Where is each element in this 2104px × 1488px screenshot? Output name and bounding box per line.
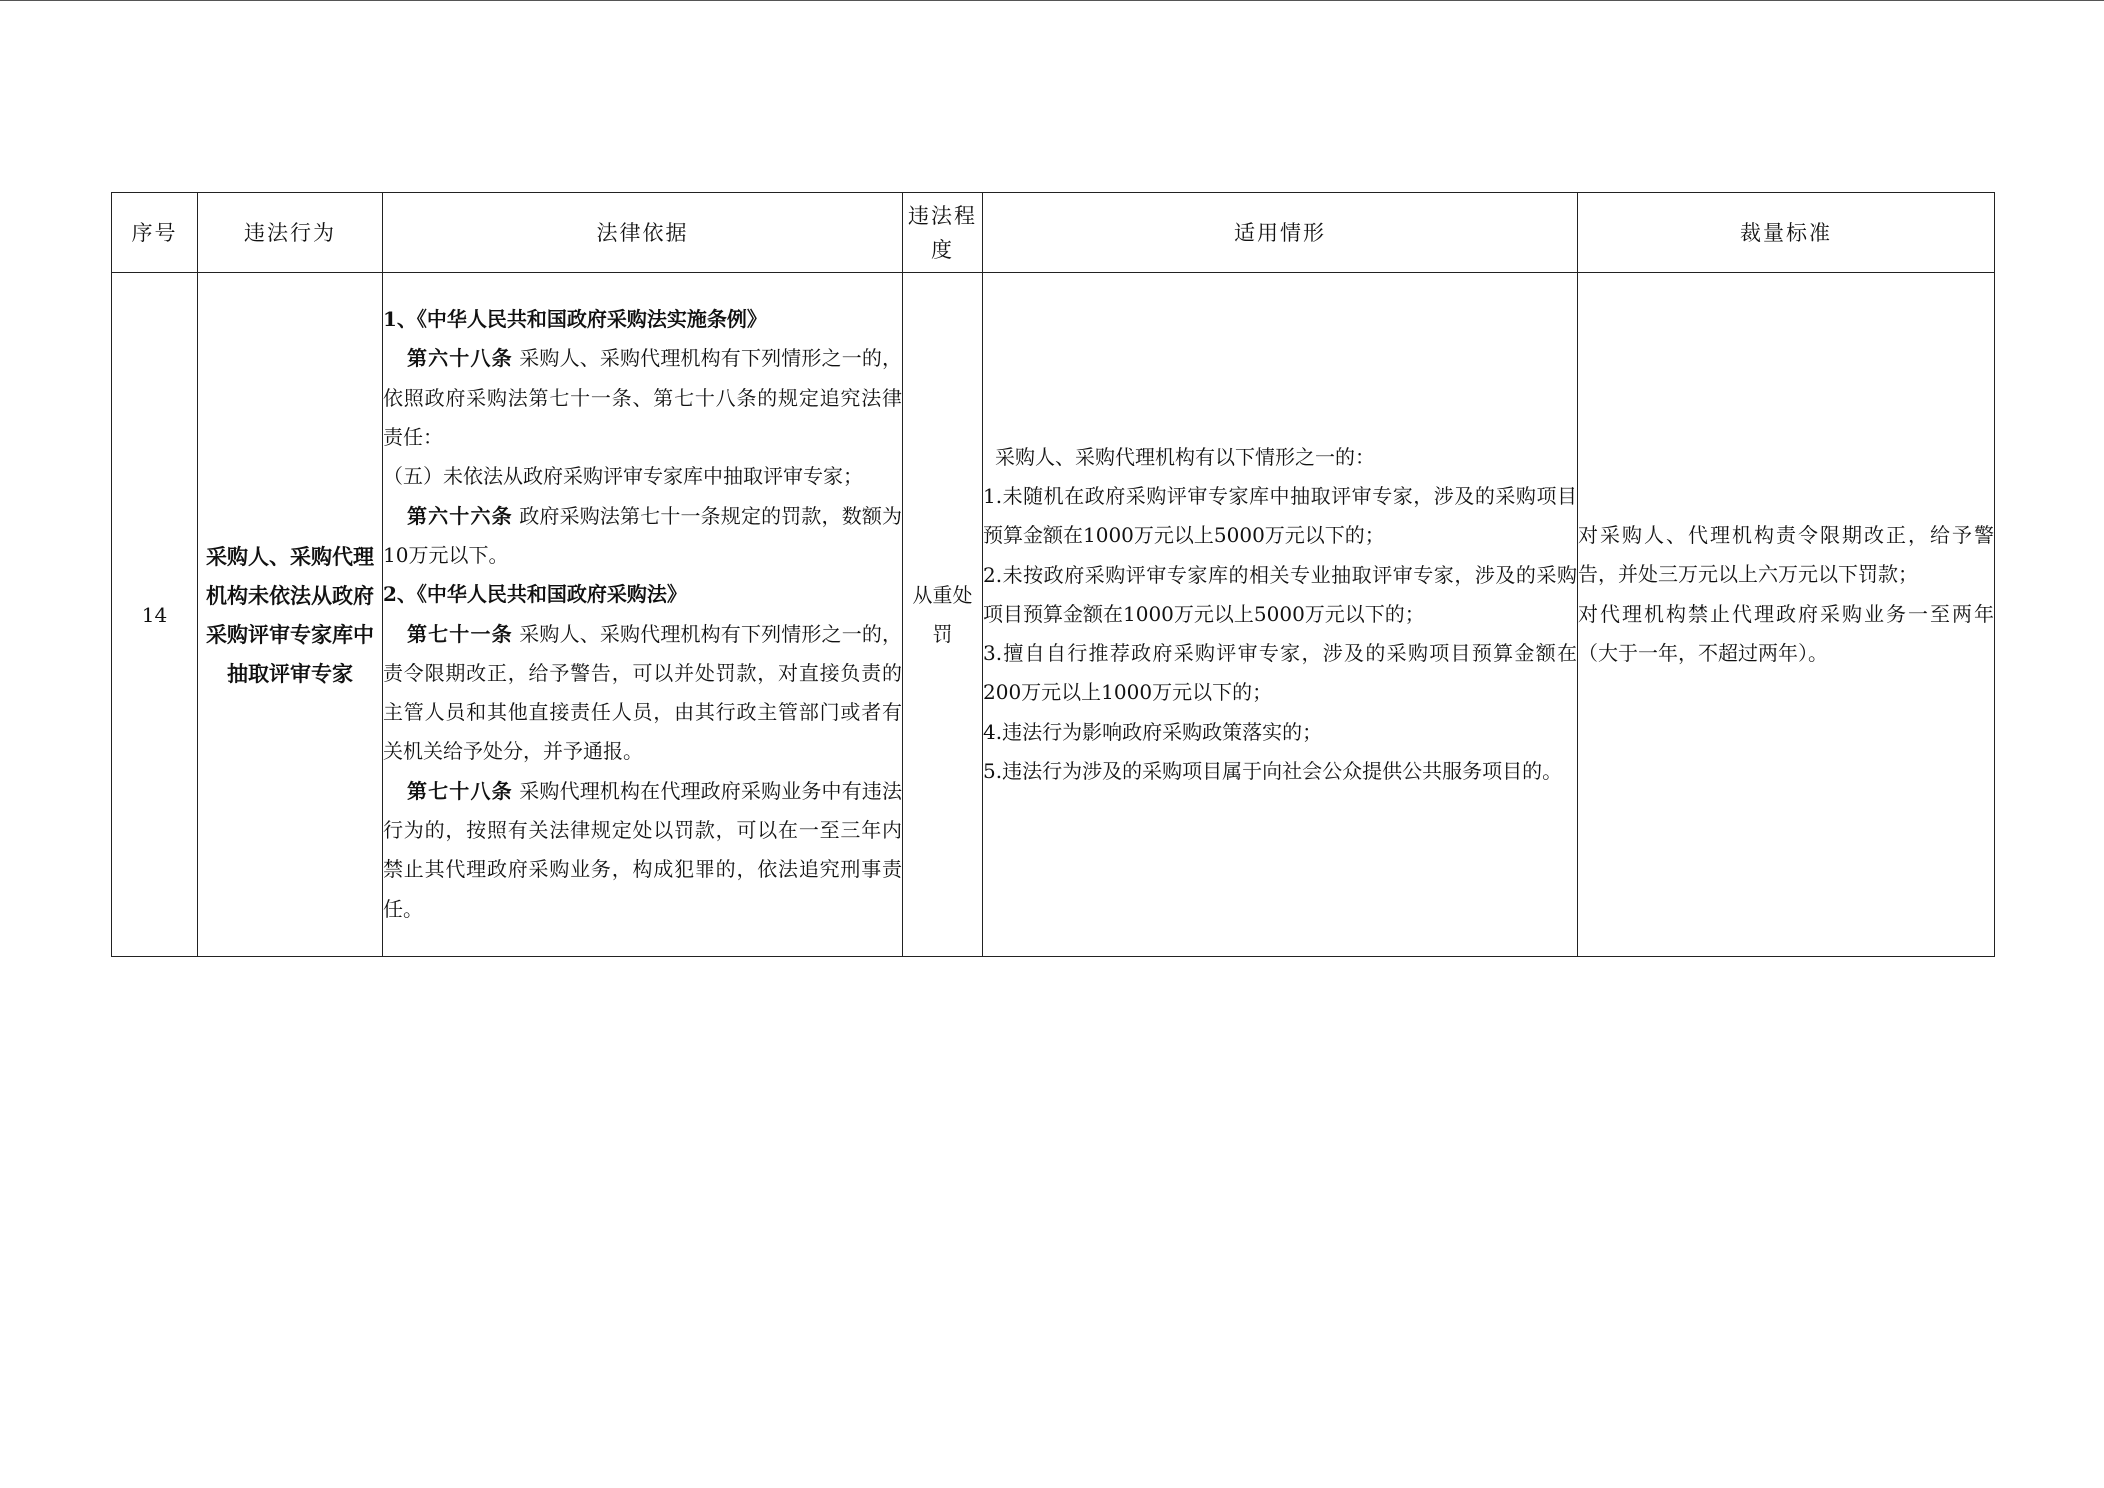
- article-68-text: 采购人、采购代理机构有下列情形之一的，依照政府采购法第七十一条、第七十八条的规定追究法律责任：: [383, 346, 903, 450]
- header-row: [112, 193, 1995, 273]
- article-71-title: 第七十一条: [407, 621, 513, 646]
- article-71-text: 采购人、采购代理机构有下列情形之一的，责令限期改正，给予警告，可以并处罚款，对直接负责的主管人员和其他直接责任人员，由其行政主管部门或者有关机关给予处分，并予通报。: [383, 621, 903, 764]
- case-item-1: 1.未随机在政府采购评审专家库中抽取评审专家，涉及的采购项目预算金额在1000万元以上5000万元以下的；: [983, 483, 1577, 548]
- standard-para-2: 对代理机构禁止代理政府采购业务一至两年（大于一年，不超过两年）。: [1578, 601, 1994, 665]
- article-66: [383, 497, 902, 576]
- case-item-3: 3.擅自自行推荐政府采购评审专家，涉及的采购项目预算金额在200万元以上1000万元以下的；: [983, 641, 1577, 705]
- case-intro: 采购人、采购代理机构有以下情形之一的：: [995, 444, 1375, 469]
- article-78-title: 第七十八条: [407, 778, 513, 803]
- case-item-2: 2.未按政府采购评审专家库的相关专业抽取评审专家，涉及的采购项目预算金额在1000万元以上5000万元以下的；: [983, 562, 1577, 626]
- law-title-1: 1、《中华人民共和国政府采购法实施条例》: [383, 307, 767, 332]
- case-item-4: 4.违法行为影响政府采购政策落实的；: [983, 719, 1323, 744]
- cell-degree: 从重处罚: [903, 273, 983, 957]
- table-row: [112, 273, 1995, 957]
- article-78-text: 采购代理机构在代理政府采购业务中有违法行为的，按照有关法律规定处以罚款，可以在一至三年内禁止其代理政府采购业务，构成犯罪的，依法追究刑事责任。: [383, 778, 903, 921]
- header-case: 适用情形: [983, 193, 1578, 273]
- cell-act: 采购人、采购代理机构未依法从政府采购评审专家库中抽取评审专家: [198, 273, 383, 957]
- article-71: [383, 615, 902, 772]
- article-68-item: （五）未依法从政府采购评审专家库中抽取评审专家；: [383, 464, 863, 489]
- law-title-2: 2、《中华人民共和国政府采购法》: [383, 582, 687, 607]
- cell-standard: [1578, 273, 1995, 957]
- standard-para-1: 对采购人、代理机构责令限期改正，给予警告，并处三万元以上六万元以下罚款；: [1578, 522, 1994, 587]
- header-standard: 裁量标准: [1578, 193, 1995, 273]
- article-66-title: 第六十六条: [407, 503, 513, 528]
- article-66-text: 政府采购法第七十一条规定的罚款，数额为10万元以下。: [383, 503, 903, 567]
- header-act: 违法行为: [198, 193, 383, 273]
- cell-basis: [383, 273, 903, 957]
- header-basis: 法律依据: [383, 193, 903, 273]
- case-item-5: 5.违法行为涉及的采购项目属于向社会公众提供公共服务项目的。: [983, 759, 1563, 784]
- cell-num: 14: [112, 273, 198, 957]
- header-num: 序号: [112, 193, 198, 273]
- standard-content: [1578, 516, 1994, 673]
- discretion-table: [111, 192, 1995, 957]
- article-68: [383, 339, 902, 457]
- header-degree: 违法程度: [903, 193, 983, 273]
- cell-case: [983, 273, 1578, 957]
- article-78: [383, 772, 902, 929]
- article-68-title: 第六十八条: [407, 346, 513, 371]
- page-top-border: [0, 0, 2104, 1]
